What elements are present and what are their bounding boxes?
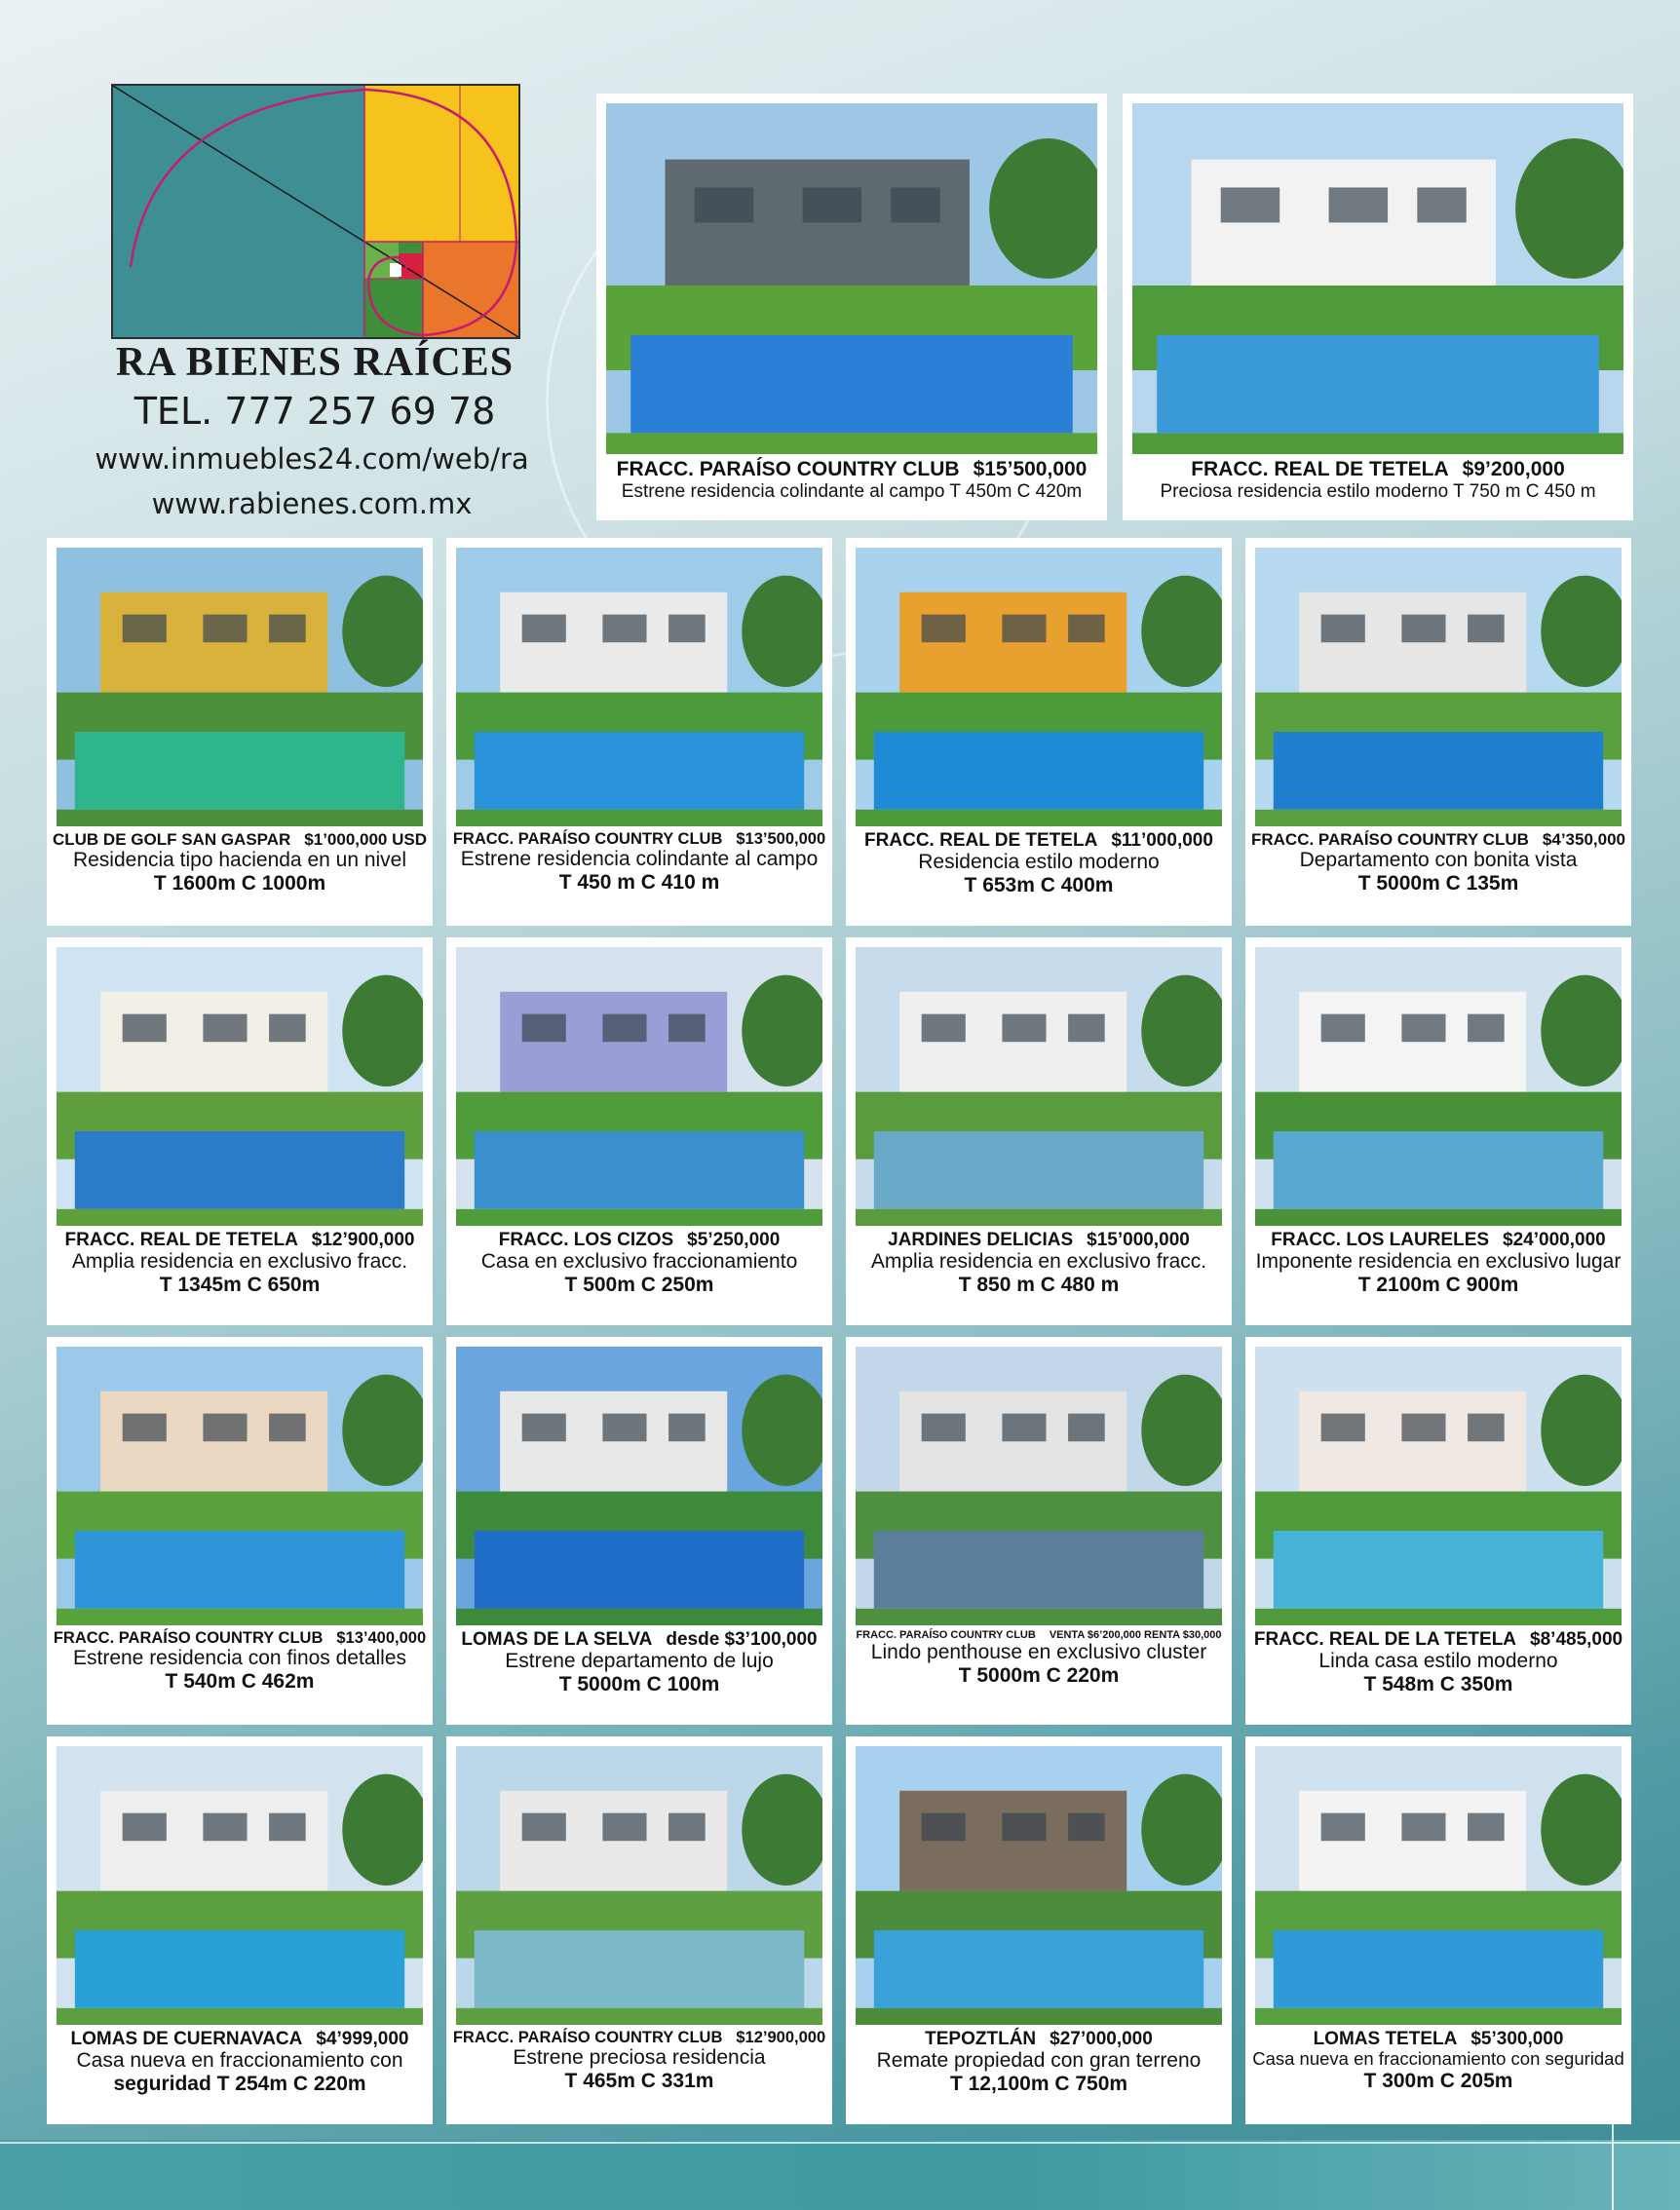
property-photo xyxy=(856,947,1222,1226)
listing-card[interactable] xyxy=(446,937,832,1325)
listing-description: Residencia tipo hacienda en un nivel xyxy=(72,849,407,872)
listing-caption xyxy=(450,1629,828,1696)
listing-card[interactable] xyxy=(846,937,1232,1325)
listing-title-line xyxy=(51,1230,429,1250)
listing-size: T 1600m C 1000m xyxy=(153,871,326,895)
listing-location: TEPOZTLÁN xyxy=(925,2029,1037,2049)
listing-price: $8’485,000 xyxy=(1530,1629,1623,1650)
listing-size: T 465m C 331m xyxy=(564,2069,714,2092)
listing-price: $9’200,000 xyxy=(1462,458,1565,480)
listing-caption xyxy=(51,1230,429,1296)
property-photo xyxy=(606,103,1097,454)
listing-description: Casa nueva en fraccionamiento con seguridad xyxy=(1252,2048,1624,2070)
listing-caption xyxy=(450,830,828,895)
listing-size: T 5000m C 220m xyxy=(958,1663,1120,1687)
property-photo xyxy=(456,548,822,826)
property-photo xyxy=(856,548,1222,826)
listing-size: seguridad T 254m C 220m xyxy=(113,2072,366,2095)
listing-price: VENTA $6’200,000 RENTA $30,000 xyxy=(1049,1629,1222,1641)
listing-size: T 1345m C 650m xyxy=(159,1273,321,1296)
listing-location: FRACC. PARAÍSO COUNTRY CLUB xyxy=(1250,830,1529,849)
listing-description: Estrene departamento de lujo xyxy=(505,1650,774,1673)
listing-price: $11’000,000 xyxy=(1111,830,1213,851)
footer-tick xyxy=(1612,2115,1614,2210)
footer-line xyxy=(0,2142,1680,2144)
listing-price: $1’000,000 USD xyxy=(304,830,427,849)
listing-location: JARDINES DELICIAS xyxy=(888,1230,1074,1250)
listing-price: $27’000,000 xyxy=(1050,2029,1153,2049)
listing-card[interactable] xyxy=(446,1736,832,2124)
logo-golden-spiral xyxy=(111,84,520,339)
listing-caption xyxy=(850,1230,1228,1296)
listing-size: T 450 m C 410 m xyxy=(558,870,720,894)
listing-location: FRACC. PARAÍSO COUNTRY CLUB xyxy=(452,830,723,848)
listing-description: Residencia estilo moderno xyxy=(918,851,1160,874)
listing-price: $24’000,000 xyxy=(1503,1230,1606,1250)
listing-location: FRACC. PARAÍSO COUNTRY CLUB xyxy=(53,1629,324,1647)
listing-description: Estrene residencia colindante al campo T 450m C 420m xyxy=(621,480,1083,502)
listing-card[interactable] xyxy=(446,538,832,926)
listing-card[interactable] xyxy=(446,1337,832,1725)
listing-description: Estrene residencia con finos detalles xyxy=(72,1647,407,1670)
listing-price: $4’350,000 xyxy=(1542,830,1625,849)
listing-title-line xyxy=(1249,1629,1627,1650)
listing-location: FRACC. REAL DE TETELA xyxy=(64,1230,298,1250)
listing-size: T 548m C 350m xyxy=(1363,1672,1513,1696)
listing-size: T 540m C 462m xyxy=(165,1669,315,1693)
listing-card[interactable] xyxy=(1123,94,1633,520)
listing-price: desde $3’100,000 xyxy=(666,1629,818,1650)
listing-price: $5’250,000 xyxy=(687,1230,781,1250)
listing-location: FRACC. REAL DE TETELA xyxy=(864,830,1098,851)
property-photo xyxy=(57,947,423,1226)
listing-caption xyxy=(850,2029,1228,2095)
listing-description: Lindo penthouse en exclusivo cluster xyxy=(870,1641,1207,1664)
property-photo xyxy=(1255,1347,1622,1625)
listing-title-line xyxy=(850,830,1228,851)
listing-title-line xyxy=(1249,830,1627,849)
listing-caption xyxy=(1126,458,1629,502)
listing-card[interactable] xyxy=(47,937,433,1325)
listing-description: Casa en exclusivo fraccionamiento xyxy=(480,1250,798,1274)
listing-size: T 5000m C 100m xyxy=(558,1672,720,1696)
listing-title-line xyxy=(450,1230,828,1250)
listing-caption xyxy=(51,2029,429,2095)
listing-location: FRACC. PARAÍSO COUNTRY CLUB xyxy=(616,458,960,480)
listing-description: Casa nueva en fraccionamiento con xyxy=(76,2049,403,2073)
listing-location: FRACC. PARAÍSO COUNTRY CLUB xyxy=(452,2029,723,2046)
listing-caption xyxy=(51,830,429,895)
listing-caption xyxy=(600,458,1103,502)
listing-title-line xyxy=(850,1230,1228,1250)
listing-card[interactable] xyxy=(846,1736,1232,2124)
property-photo xyxy=(1255,1746,1622,2025)
listing-location: FRACC. REAL DE TETELA xyxy=(1191,458,1449,480)
property-photo xyxy=(1255,947,1622,1226)
listing-price: $13’400,000 xyxy=(336,1629,427,1647)
listing-size: T 500m C 250m xyxy=(564,1273,714,1296)
phone-number[interactable]: TEL. 777 257 69 78 xyxy=(134,390,496,433)
listing-description: Estrene preciosa residencia xyxy=(513,2046,766,2070)
listing-caption xyxy=(51,1629,429,1694)
listing-card[interactable] xyxy=(47,1337,433,1725)
listing-price: $4’999,000 xyxy=(316,2029,409,2049)
property-photo xyxy=(1132,103,1623,454)
listing-caption xyxy=(450,1230,828,1296)
listing-title-line xyxy=(51,830,429,849)
listing-caption xyxy=(1249,1629,1627,1696)
property-photo xyxy=(57,1347,423,1625)
listing-card[interactable] xyxy=(846,538,1232,926)
listing-title-line xyxy=(850,1629,1228,1641)
listing-description: Imponente residencia en exclusivo lugar xyxy=(1255,1250,1622,1274)
property-photo xyxy=(856,1746,1222,2025)
listing-location: LOMAS TETELA xyxy=(1313,2029,1458,2049)
listing-size: T 850 m C 480 m xyxy=(958,1273,1120,1296)
footer-band xyxy=(0,2140,1680,2210)
listing-location: FRACC. LOS CIZOS xyxy=(498,1230,674,1250)
listing-price: $15’000,000 xyxy=(1087,1230,1190,1250)
listing-card[interactable] xyxy=(1245,1337,1631,1725)
listing-description: Amplia residencia en exclusivo fracc. xyxy=(71,1250,408,1274)
website-link-rabienes[interactable]: www.rabienes.com.mx xyxy=(151,487,473,520)
listing-size: T 653m C 400m xyxy=(964,873,1114,896)
property-photo xyxy=(856,1347,1222,1625)
listing-location: FRACC. PARAÍSO COUNTRY CLUB xyxy=(856,1629,1036,1641)
listing-location: CLUB DE GOLF SAN GASPAR xyxy=(52,830,291,849)
listing-location: FRACC. REAL DE LA TETELA xyxy=(1253,1629,1517,1650)
listing-caption xyxy=(1249,830,1627,895)
listing-title-line xyxy=(450,2029,828,2046)
website-link-inmuebles24[interactable]: www.inmuebles24.com/web/ra xyxy=(95,442,529,476)
listing-title-line xyxy=(600,458,1103,481)
listing-card[interactable] xyxy=(596,94,1107,520)
listing-card[interactable] xyxy=(1245,538,1631,926)
listing-description: Estrene residencia colindante al campo xyxy=(460,848,819,871)
listing-caption xyxy=(850,830,1228,896)
listing-title-line xyxy=(450,1629,828,1650)
property-photo xyxy=(57,548,423,826)
listing-card[interactable] xyxy=(47,538,433,926)
listing-location: FRACC. LOS LAURELES xyxy=(1271,1230,1490,1250)
property-photo xyxy=(456,947,822,1226)
listing-description: Amplia residencia en exclusivo fracc. xyxy=(870,1250,1207,1274)
listing-title-line xyxy=(450,830,828,848)
listing-card[interactable] xyxy=(1245,1736,1631,2124)
listing-size: T 12,100m C 750m xyxy=(949,2072,1128,2095)
listing-size: T 300m C 205m xyxy=(1363,2069,1513,2092)
listing-size: T 5000m C 135m xyxy=(1357,871,1519,895)
listing-price: $13’500,000 xyxy=(736,830,826,848)
listing-size: T 2100m C 900m xyxy=(1357,1273,1519,1296)
listing-card[interactable] xyxy=(1245,937,1631,1325)
property-photo xyxy=(456,1347,822,1625)
listing-card[interactable] xyxy=(846,1337,1232,1725)
listing-caption xyxy=(450,2029,828,2093)
listing-price: $15’500,000 xyxy=(973,458,1088,480)
listing-caption xyxy=(1249,1230,1627,1296)
property-photo xyxy=(1255,548,1622,826)
listing-description: Linda casa estilo moderno xyxy=(1318,1650,1558,1673)
property-photo xyxy=(456,1746,822,2025)
listing-title-line xyxy=(51,2029,429,2049)
listing-location: LOMAS DE LA SELVA xyxy=(461,1629,653,1650)
property-photo xyxy=(57,1746,423,2025)
listing-title-line xyxy=(1249,2029,1627,2049)
listing-description: Preciosa residencia estilo moderno T 750 m C 450 m xyxy=(1160,480,1596,502)
listing-caption xyxy=(1249,2029,1627,2093)
listing-card[interactable] xyxy=(47,1736,433,2124)
listing-caption xyxy=(850,1629,1228,1687)
listing-title-line xyxy=(1249,1230,1627,1250)
listing-title-line xyxy=(51,1629,429,1647)
listing-description: Remate propiedad con gran terreno xyxy=(876,2049,1202,2073)
listing-description: Departamento con bonita vista xyxy=(1299,849,1578,872)
listing-location: LOMAS DE CUERNAVACA xyxy=(70,2029,303,2049)
listing-price: $12’900,000 xyxy=(311,1230,415,1250)
listing-price: $5’300,000 xyxy=(1470,2029,1564,2049)
listing-title-line xyxy=(1126,458,1629,481)
listing-price: $12’900,000 xyxy=(736,2029,826,2046)
listing-title-line xyxy=(850,2029,1228,2049)
brand-name: RA BIENES RAÍCES xyxy=(115,340,515,385)
